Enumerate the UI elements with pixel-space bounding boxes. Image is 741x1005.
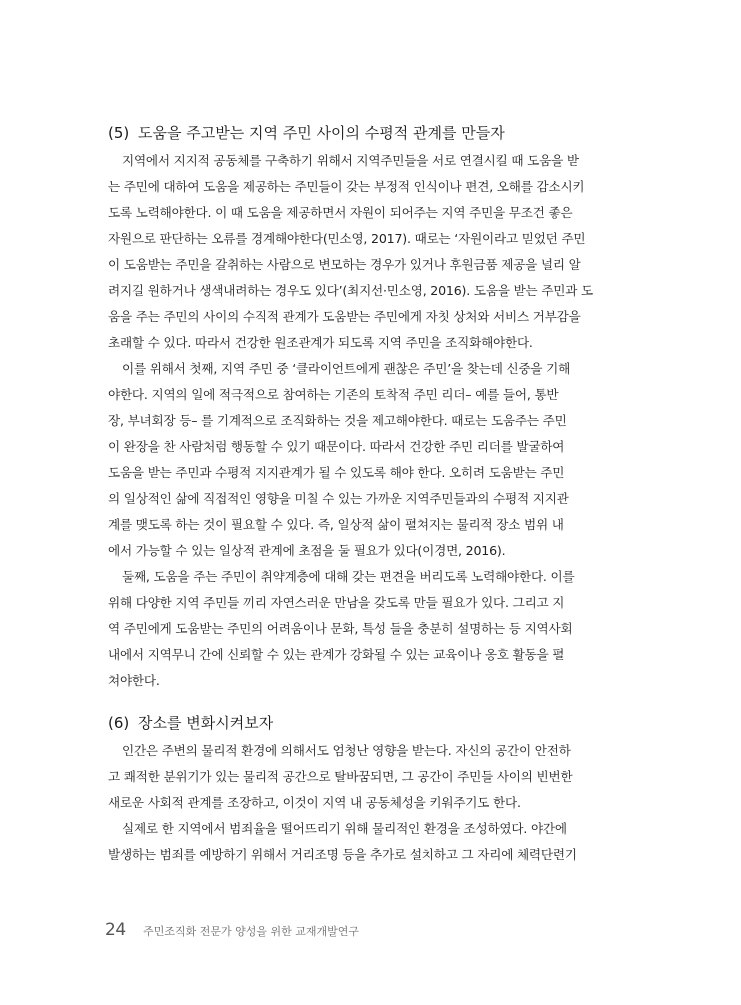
- text-line: 지역에서 지지적 공동체를 구축하기 위해서 지역주민들을 서로 연결시킬 때 도움을 받: [122, 153, 579, 168]
- section-6-paragraph-1: [108, 738, 636, 816]
- section-5-heading: [108, 118, 636, 148]
- text-line: 실제로 한 지역에서 범죄율을 떨어뜨리기 위해 물리적인 환경을 조성하였다. 야간에: [122, 821, 567, 836]
- section-6-number: (6): [108, 714, 130, 732]
- section-6-title: 장소를 변화시켜보자: [138, 714, 274, 732]
- text-line: 고 쾌적한 분위기가 있는 물리적 공간으로 탈바꿈되면, 그 공간이 주민들 사이의 빈번한: [108, 769, 573, 784]
- text-line: 도록 노력해야한다. 이 때 도움을 제공하면서 자원이 되어주는 지역 주민을 무조건 좋은: [108, 205, 573, 220]
- text-line: 이 완장을 찬 사람처럼 행동할 수 있기 때문이다. 따라서 건강한 주민 리더를 발굴하여: [108, 439, 565, 454]
- section-5-paragraph-2: [108, 356, 636, 564]
- text-line: 계를 맺도록 하는 것이 필요할 수 있다. 즉, 일상적 삶이 펼쳐지는 물리적 장소 범위 내: [108, 517, 564, 532]
- running-title: 주민조직화 전문가 양성을 위한 교재개발연구: [143, 925, 360, 938]
- page-number: 24: [105, 920, 126, 940]
- text-line: 려지길 원하거나 생색내려하는 경우도 있다’(최지선·민소영, 2016). 도움을 받는 주민과 도: [108, 283, 593, 298]
- section-5-number: (5): [108, 124, 130, 142]
- page-footer: [105, 920, 359, 940]
- text-line: 자원으로 판단하는 오류를 경계해야한다(민소영, 2017). 때로는 ‘자원이라고 믿었던 주민: [108, 231, 586, 246]
- text-line: 발생하는 범죄를 예방하기 위해서 거리조명 등을 추가로 설치하고 그 자리에 체력단련기: [108, 847, 577, 862]
- text-line: 이를 위해서 첫째, 지역 주민 중 ‘클라이언트에게 괜찮은 주민’을 찾는데 신중을 기해: [122, 361, 571, 376]
- text-line: 위해 다양한 지역 주민들 끼리 자연스러운 만남을 갖도록 만들 필요가 있다. 그리고 지: [108, 595, 565, 610]
- text-line: 야한다. 지역의 일에 적극적으로 참여하는 기존의 토착적 주민 리더– 예를 들어, 통반: [108, 387, 559, 402]
- text-line: 인간은 주변의 물리적 환경에 의해서도 엄청난 영향을 받는다. 자신의 공간이 안전하: [122, 743, 571, 758]
- section-6-heading: [108, 708, 636, 738]
- text-line: 초래할 수 있다. 따라서 건강한 원조관계가 되도록 지역 주민을 조직화해야한다.: [108, 335, 533, 350]
- text-line: 쳐야한다.: [108, 673, 160, 688]
- text-line: 의 일상적인 삶에 직접적인 영향을 미칠 수 있는 가까운 지역주민들과의 수평적 지지관: [108, 491, 569, 506]
- text-line: 에서 가능할 수 있는 일상적 관계에 초점을 둘 필요가 있다(이경면, 2016).: [108, 543, 506, 558]
- text-line: 새로운 사회적 관계를 조장하고, 이것이 지역 내 공동체성을 키워주기도 한다.: [108, 795, 521, 810]
- section-5-paragraph-1: [108, 148, 636, 356]
- text-line: 둘째, 도움을 주는 주민이 취약계층에 대해 갖는 편견을 버리도록 노력해야한다. 이를: [122, 569, 575, 584]
- section-5-paragraph-3: [108, 564, 636, 694]
- text-line: 장, 부녀회장 등– 를 기계적으로 조직화하는 것을 제고해야한다. 때로는 도움주는 주민: [108, 413, 567, 428]
- text-line: 이 도움받는 주민을 갈취하는 사람으로 변모하는 경우가 있거나 후원금품 제공을 널리 알: [108, 257, 581, 272]
- section-gap: [108, 694, 636, 708]
- text-line: 내에서 지역무니 간에 신뢰할 수 있는 관계가 강화될 수 있는 교육이나 옹호 활동을 펼: [108, 647, 565, 662]
- text-line: 역 주민에게 도움받는 주민의 어려움이나 문화, 특성 들을 충분히 설명하는 등 지역사회: [108, 621, 573, 636]
- section-6-paragraph-2: [108, 816, 636, 868]
- text-line: 는 주민에 대하여 도움을 제공하는 주민들이 갖는 부정적 인식이나 편견, 오해를 감소시키: [108, 179, 585, 194]
- text-line: 도움을 받는 주민과 수평적 지지관계가 될 수 있도록 해야 한다. 오히려 도움받는 주민: [108, 465, 565, 480]
- text-line: 움을 주는 주민의 사이의 수직적 관계가 도움받는 주민에게 자칫 상처와 서비스 거부감을: [108, 309, 581, 324]
- page-body: [108, 118, 636, 868]
- section-5-title: 도움을 주고받는 지역 주민 사이의 수평적 관계를 만들자: [138, 124, 505, 142]
